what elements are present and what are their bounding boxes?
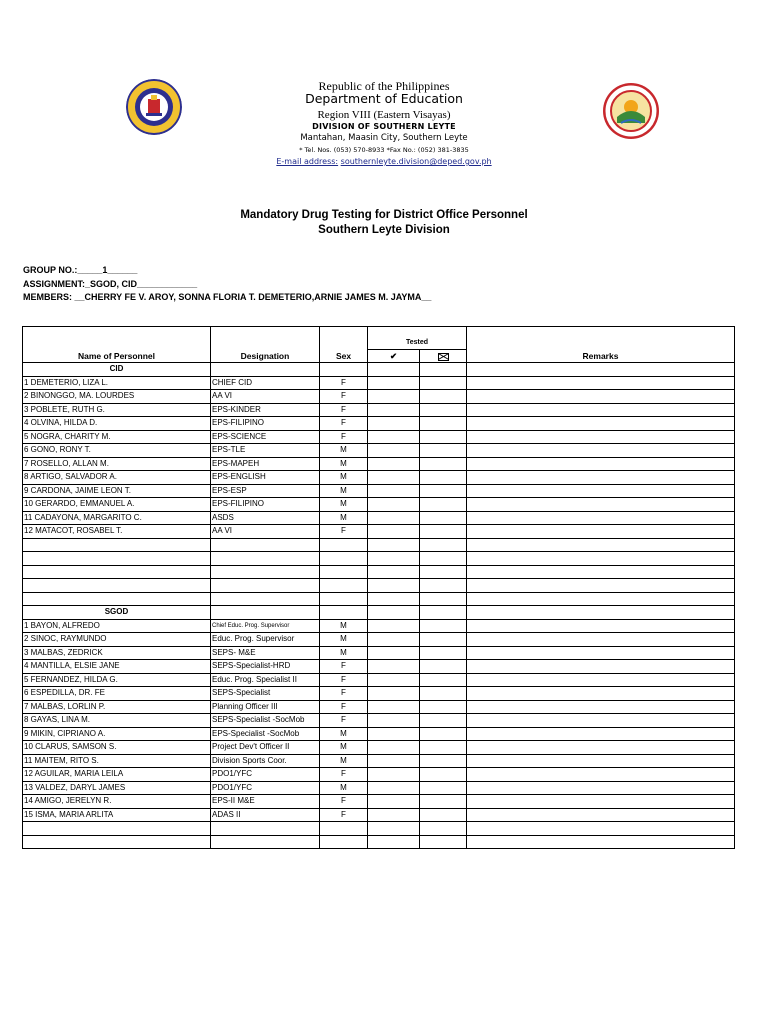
personnel-name-cell: 3 MALBAS, ZEDRICK	[23, 646, 211, 660]
email-line	[0, 157, 768, 166]
document-subtitle: Southern Leyte Division	[318, 224, 450, 236]
remarks-cell[interactable]	[467, 741, 735, 755]
tested-x-cell[interactable]	[420, 552, 467, 566]
designation-cell	[211, 592, 320, 606]
remarks-cell[interactable]	[467, 525, 735, 539]
designation-cell: SEPS-Specialist -SocMob	[211, 714, 320, 728]
tested-x-cell[interactable]	[420, 511, 467, 525]
tested-x-cell[interactable]	[420, 471, 467, 485]
personnel-name-cell: 1 DEMETERIO, LIZA L.	[23, 376, 211, 390]
sex-cell	[320, 565, 368, 579]
table-row	[23, 538, 735, 552]
tested-check-cell[interactable]	[368, 646, 420, 660]
table-row	[23, 633, 735, 647]
tested-check-cell[interactable]	[368, 822, 420, 836]
tested-x-cell[interactable]	[420, 714, 467, 728]
personnel-name-cell: 14 AMIGO, JERELYN R.	[23, 795, 211, 809]
section-label-cid: CID	[23, 363, 211, 377]
personnel-name-cell: 2 SINOC, RAYMUNDO	[23, 633, 211, 647]
tested-check-cell[interactable]	[368, 741, 420, 755]
tested-x-cell[interactable]	[420, 484, 467, 498]
personnel-name-cell: 4 MANTILLA, ELSIE JANE	[23, 660, 211, 674]
table-cell	[368, 363, 420, 377]
table-row	[23, 417, 735, 431]
designation-cell: Chief Educ. Prog. Supervisor	[211, 619, 320, 633]
designation-cell: EPS-ENGLISH	[211, 471, 320, 485]
members-line: MEMBERS: __CHERRY FE V. AROY, SONNA FLORIA T. DEMETERIO,ARNIE JAMES M. JAYMA__	[23, 292, 432, 302]
tested-check-cell[interactable]	[368, 835, 420, 849]
table-cell	[320, 363, 368, 377]
remarks-cell[interactable]	[467, 768, 735, 782]
personnel-name-cell: 12 MATACOT, ROSABEL T.	[23, 525, 211, 539]
tested-x-cell[interactable]	[420, 741, 467, 755]
table-row	[23, 565, 735, 579]
sex-cell: M	[320, 781, 368, 795]
personnel-name-cell: 7 ROSELLO, ALLAN M.	[23, 457, 211, 471]
sex-cell: M	[320, 619, 368, 633]
tested-check-cell[interactable]	[368, 444, 420, 458]
remarks-cell[interactable]	[467, 484, 735, 498]
table-cell	[211, 363, 320, 377]
remarks-cell[interactable]	[467, 646, 735, 660]
personnel-name-cell: 6 GONO, RONY T.	[23, 444, 211, 458]
personnel-name-cell: 13 VALDEZ, DARYL JAMES	[23, 781, 211, 795]
designation-cell: Planning Officer III	[211, 700, 320, 714]
personnel-name-cell: 5 NOGRA, CHARITY M.	[23, 430, 211, 444]
sex-cell	[320, 538, 368, 552]
sex-cell: F	[320, 430, 368, 444]
tested-check-cell[interactable]	[368, 754, 420, 768]
header-designation-top	[211, 327, 320, 350]
remarks-cell[interactable]	[467, 376, 735, 390]
tested-x-cell[interactable]	[420, 417, 467, 431]
remarks-cell[interactable]	[467, 592, 735, 606]
tested-check-cell[interactable]	[368, 417, 420, 431]
tested-check-cell[interactable]	[368, 538, 420, 552]
tested-x-cell[interactable]	[420, 498, 467, 512]
sex-cell	[320, 579, 368, 593]
personnel-name-cell: 5 FERNANDEZ, HILDA G.	[23, 673, 211, 687]
tested-check-cell[interactable]	[368, 727, 420, 741]
table-row	[23, 471, 735, 485]
tested-x-cell[interactable]	[420, 592, 467, 606]
tested-check-cell[interactable]	[368, 633, 420, 647]
tested-check-cell[interactable]	[368, 579, 420, 593]
sex-cell: M	[320, 741, 368, 755]
tested-x-cell[interactable]	[420, 444, 467, 458]
remarks-cell[interactable]	[467, 579, 735, 593]
email-link[interactable]: southernleyte.division@deped.gov.ph	[340, 157, 492, 166]
tested-x-cell[interactable]	[420, 660, 467, 674]
table-row	[23, 822, 735, 836]
header-tested-x	[420, 350, 467, 363]
assignment-line: ASSIGNMENT:_SGOD, CID____________	[23, 279, 198, 289]
sex-cell: M	[320, 754, 368, 768]
header-tested: Tested	[368, 327, 467, 350]
personnel-name-cell: 4 OLVINA, HILDA D.	[23, 417, 211, 431]
designation-cell: EPS-TLE	[211, 444, 320, 458]
document-title: Mandatory Drug Testing for District Office Personnel	[240, 209, 528, 221]
tested-x-cell[interactable]	[420, 579, 467, 593]
remarks-cell[interactable]	[467, 471, 735, 485]
remarks-cell[interactable]	[467, 633, 735, 647]
remarks-cell[interactable]	[467, 808, 735, 822]
personnel-name-cell: 11 MAITEM, RITO S.	[23, 754, 211, 768]
tested-check-cell[interactable]	[368, 781, 420, 795]
personnel-name-cell	[23, 565, 211, 579]
table-row	[23, 525, 735, 539]
tested-x-cell[interactable]	[420, 457, 467, 471]
header-tested-check: ✔	[368, 350, 420, 363]
sex-cell: F	[320, 390, 368, 404]
table-row	[23, 646, 735, 660]
table-row	[23, 781, 735, 795]
remarks-cell[interactable]	[467, 511, 735, 525]
table-cell	[420, 363, 467, 377]
header-sex-top	[320, 327, 368, 350]
designation-cell: EPS-FILIPINO	[211, 417, 320, 431]
designation-cell: ASDS	[211, 511, 320, 525]
tested-x-cell[interactable]	[420, 403, 467, 417]
designation-cell	[211, 579, 320, 593]
sex-cell: M	[320, 646, 368, 660]
personnel-name-cell: 8 ARTIGO, SALVADOR A.	[23, 471, 211, 485]
designation-cell: Project Dev't Officer II	[211, 741, 320, 755]
sex-cell: M	[320, 444, 368, 458]
table-cell	[467, 363, 735, 377]
group-number: GROUP NO.:_____1______	[23, 265, 138, 275]
personnel-name-cell	[23, 822, 211, 836]
tested-check-cell[interactable]	[368, 700, 420, 714]
designation-cell	[211, 822, 320, 836]
sex-cell: M	[320, 498, 368, 512]
personnel-name-cell	[23, 538, 211, 552]
designation-cell: EPS-Specialist -SocMob	[211, 727, 320, 741]
tested-check-cell[interactable]	[368, 795, 420, 809]
personnel-name-cell: 10 CLARUS, SAMSON S.	[23, 741, 211, 755]
sex-cell: M	[320, 457, 368, 471]
personnel-name-cell	[23, 835, 211, 849]
department-heading: Department of Education	[305, 91, 463, 106]
personnel-name-cell: 15 ISMA, MARIA ARLITA	[23, 808, 211, 822]
designation-cell: AA VI	[211, 390, 320, 404]
sex-cell: F	[320, 660, 368, 674]
sex-cell: F	[320, 714, 368, 728]
tested-x-cell[interactable]	[420, 376, 467, 390]
tested-x-cell[interactable]	[420, 525, 467, 539]
tested-x-cell[interactable]	[420, 808, 467, 822]
table-row	[23, 579, 735, 593]
tested-check-cell[interactable]	[368, 714, 420, 728]
table-row	[23, 403, 735, 417]
personnel-name-cell: 8 GAYAS, LINA M.	[23, 714, 211, 728]
remarks-cell[interactable]	[467, 795, 735, 809]
tested-check-cell[interactable]	[368, 525, 420, 539]
table-row	[23, 687, 735, 701]
table-row	[23, 376, 735, 390]
republic-heading: Republic of the Philippines	[318, 79, 450, 93]
personnel-name-cell: 12 AGUILAR, MARIA LEILA	[23, 768, 211, 782]
table-row	[23, 484, 735, 498]
personnel-name-cell: 3 POBLETE, RUTH G.	[23, 403, 211, 417]
table-row	[23, 457, 735, 471]
tested-x-cell[interactable]	[420, 633, 467, 647]
region-heading: Region VIII (Eastern Visayas)	[317, 109, 451, 121]
remarks-cell[interactable]	[467, 660, 735, 674]
personnel-name-cell: 10 GERARDO, EMMANUEL A.	[23, 498, 211, 512]
sex-cell: M	[320, 633, 368, 647]
personnel-name-cell	[23, 592, 211, 606]
remarks-cell[interactable]	[467, 700, 735, 714]
tested-x-cell[interactable]	[420, 700, 467, 714]
designation-cell	[211, 552, 320, 566]
personnel-name-cell: 1 BAYON, ALFREDO	[23, 619, 211, 633]
tested-check-cell[interactable]	[368, 565, 420, 579]
personnel-name-cell: 6 ESPEDILLA, DR. FE	[23, 687, 211, 701]
tested-check-cell[interactable]	[368, 808, 420, 822]
designation-cell: SEPS- M&E	[211, 646, 320, 660]
email-label: E-mail address:	[276, 157, 339, 166]
table-row	[23, 754, 735, 768]
header-remarks-top	[467, 327, 735, 350]
tested-x-cell[interactable]	[420, 646, 467, 660]
cid-section	[23, 363, 735, 606]
table-cell	[368, 606, 420, 620]
remarks-cell[interactable]	[467, 781, 735, 795]
tested-check-cell[interactable]	[368, 484, 420, 498]
tested-x-cell[interactable]	[420, 619, 467, 633]
designation-cell: ADAS II	[211, 808, 320, 822]
tested-check-cell[interactable]	[368, 430, 420, 444]
tested-check-cell[interactable]	[368, 619, 420, 633]
tested-check-cell[interactable]	[368, 511, 420, 525]
tested-check-cell[interactable]	[368, 457, 420, 471]
table-row	[23, 444, 735, 458]
remarks-cell[interactable]	[467, 444, 735, 458]
tested-x-cell[interactable]	[420, 673, 467, 687]
sex-cell: F	[320, 795, 368, 809]
personnel-name-cell: 7 MALBAS, LORLIN P.	[23, 700, 211, 714]
sex-cell	[320, 592, 368, 606]
remarks-cell[interactable]	[467, 687, 735, 701]
table-row	[23, 660, 735, 674]
sex-cell: F	[320, 687, 368, 701]
tested-check-cell[interactable]	[368, 673, 420, 687]
table-row	[23, 511, 735, 525]
sex-cell: F	[320, 808, 368, 822]
tested-x-cell[interactable]	[420, 727, 467, 741]
tested-x-cell[interactable]	[420, 781, 467, 795]
sex-cell: F	[320, 403, 368, 417]
table-row	[23, 390, 735, 404]
sex-cell: M	[320, 727, 368, 741]
sex-cell: F	[320, 417, 368, 431]
personnel-name-cell: 2 BINONGGO, MA. LOURDES	[23, 390, 211, 404]
designation-cell: Educ. Prog. Supervisor	[211, 633, 320, 647]
tested-check-cell[interactable]	[368, 376, 420, 390]
tested-check-cell[interactable]	[368, 552, 420, 566]
personnel-name-cell: 11 CADAYONA, MARGARITO C.	[23, 511, 211, 525]
tested-check-cell[interactable]	[368, 471, 420, 485]
designation-cell: PDO1/YFC	[211, 781, 320, 795]
table-row	[23, 552, 735, 566]
remarks-cell[interactable]	[467, 835, 735, 849]
personnel-name-cell: 9 MIKIN, CIPRIANO A.	[23, 727, 211, 741]
designation-cell: EPS-FILIPINO	[211, 498, 320, 512]
table-row	[23, 768, 735, 782]
sex-cell	[320, 822, 368, 836]
tested-check-cell[interactable]	[368, 498, 420, 512]
remarks-cell[interactable]	[467, 619, 735, 633]
designation-cell: Educ. Prog. Specialist II	[211, 673, 320, 687]
tested-check-cell[interactable]	[368, 592, 420, 606]
table-row	[23, 808, 735, 822]
tested-x-cell[interactable]	[420, 822, 467, 836]
remarks-cell[interactable]	[467, 538, 735, 552]
tested-x-cell[interactable]	[420, 430, 467, 444]
personnel-name-cell: 9 CARDONA, JAIME LEON T.	[23, 484, 211, 498]
remarks-cell[interactable]	[467, 390, 735, 404]
designation-cell: EPS-SCIENCE	[211, 430, 320, 444]
tested-check-cell[interactable]	[368, 660, 420, 674]
remarks-cell[interactable]	[467, 403, 735, 417]
section-label-sgod: SGOD	[23, 606, 211, 620]
tested-check-cell[interactable]	[368, 687, 420, 701]
personnel-name-cell	[23, 552, 211, 566]
tested-x-cell[interactable]	[420, 538, 467, 552]
sex-cell: F	[320, 525, 368, 539]
header-remarks: Remarks	[467, 350, 735, 363]
sex-cell	[320, 835, 368, 849]
designation-cell: SEPS-Specialist	[211, 687, 320, 701]
personnel-name-cell	[23, 579, 211, 593]
sex-cell: F	[320, 768, 368, 782]
tested-x-cell[interactable]	[420, 687, 467, 701]
table-row	[23, 714, 735, 728]
table-row	[23, 619, 735, 633]
tested-x-cell[interactable]	[420, 390, 467, 404]
tested-x-cell[interactable]	[420, 565, 467, 579]
designation-cell: EPS-MAPEH	[211, 457, 320, 471]
designation-cell: PDO1/YFC	[211, 768, 320, 782]
table-row	[23, 741, 735, 755]
table-cell	[211, 606, 320, 620]
remarks-cell[interactable]	[467, 498, 735, 512]
designation-cell: AA VI	[211, 525, 320, 539]
personnel-table	[22, 326, 735, 849]
table-row	[23, 700, 735, 714]
tested-check-cell[interactable]	[368, 403, 420, 417]
tested-x-cell[interactable]	[420, 768, 467, 782]
designation-cell	[211, 835, 320, 849]
sex-cell: M	[320, 484, 368, 498]
tested-check-cell[interactable]	[368, 768, 420, 782]
tested-x-cell[interactable]	[420, 754, 467, 768]
remarks-cell[interactable]	[467, 727, 735, 741]
sex-cell: F	[320, 673, 368, 687]
remarks-cell[interactable]	[467, 457, 735, 471]
designation-cell: SEPS-Specialist-HRD	[211, 660, 320, 674]
designation-cell: Division Sports Coor.	[211, 754, 320, 768]
table-row	[23, 673, 735, 687]
table-row	[23, 835, 735, 849]
designation-cell: EPS-ESP	[211, 484, 320, 498]
remarks-cell[interactable]	[467, 714, 735, 728]
sex-cell: M	[320, 471, 368, 485]
tested-check-cell[interactable]	[368, 390, 420, 404]
table-row	[23, 727, 735, 741]
table-row	[23, 795, 735, 809]
designation-cell	[211, 565, 320, 579]
tested-x-cell[interactable]	[420, 835, 467, 849]
x-box-icon	[438, 353, 449, 361]
remarks-cell[interactable]	[467, 552, 735, 566]
designation-cell: CHIEF CID	[211, 376, 320, 390]
table-row	[23, 498, 735, 512]
tel-fax-line: * Tel. Nos. (053) 570-8933 *Fax No.: (052) 381-3835	[299, 146, 469, 154]
remarks-cell[interactable]	[467, 417, 735, 431]
sex-cell: F	[320, 700, 368, 714]
sex-cell	[320, 552, 368, 566]
header-name: Name of Personnel	[23, 350, 211, 363]
table-cell	[420, 606, 467, 620]
address-line: Mantahan, Maasin City, Southern Leyte	[300, 133, 468, 143]
table-row	[23, 592, 735, 606]
tested-x-cell[interactable]	[420, 795, 467, 809]
sgod-section	[23, 606, 735, 849]
table-row	[23, 430, 735, 444]
remarks-cell[interactable]	[467, 822, 735, 836]
designation-cell	[211, 538, 320, 552]
header-name-top	[23, 327, 211, 350]
remarks-cell[interactable]	[467, 673, 735, 687]
sex-cell: F	[320, 376, 368, 390]
header-sex: Sex	[320, 350, 368, 363]
designation-cell: EPS-II M&E	[211, 795, 320, 809]
remarks-cell[interactable]	[467, 430, 735, 444]
division-heading: DIVISION OF SOUTHERN LEYTE	[312, 122, 456, 131]
table-cell	[320, 606, 368, 620]
remarks-cell[interactable]	[467, 754, 735, 768]
designation-cell: EPS-KINDER	[211, 403, 320, 417]
header-designation: Designation	[211, 350, 320, 363]
remarks-cell[interactable]	[467, 565, 735, 579]
table-cell	[467, 606, 735, 620]
sex-cell: M	[320, 511, 368, 525]
